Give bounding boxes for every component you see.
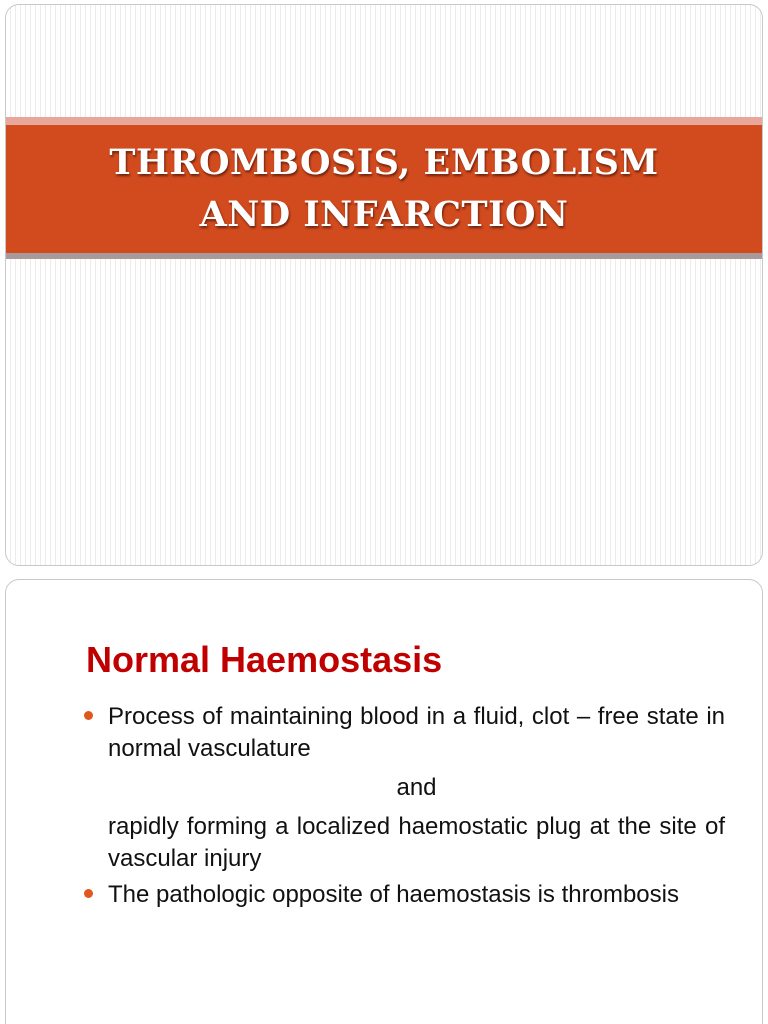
slide-title-line-2: AND INFARCTION xyxy=(199,194,569,235)
title-band-bottom-stripe xyxy=(6,253,762,259)
bullet-item xyxy=(80,879,725,911)
bullet-text: Process of maintaining blood in a fluid, clot – free state in normal vasculature xyxy=(108,703,725,762)
section-heading: Normal Haemostasis xyxy=(86,639,443,680)
title-band-top-stripe xyxy=(6,117,762,125)
title-slide xyxy=(5,4,763,566)
slide-title xyxy=(109,137,658,241)
bullet-dot-icon xyxy=(84,889,93,898)
content-slide xyxy=(5,579,763,1024)
bullet-item xyxy=(80,701,725,765)
bullet-dot-icon xyxy=(84,711,93,720)
bullet-text: The pathologic opposite of haemostasis is thrombosis xyxy=(108,881,679,908)
slide-body xyxy=(80,701,725,911)
slide-title-line-1: THROMBOSIS, EMBOLISM xyxy=(109,142,659,183)
continuation-text: rapidly forming a localized haemostatic plug at the site of vascular injury xyxy=(108,813,725,872)
connector-text: and xyxy=(396,774,437,801)
title-band xyxy=(6,125,762,253)
